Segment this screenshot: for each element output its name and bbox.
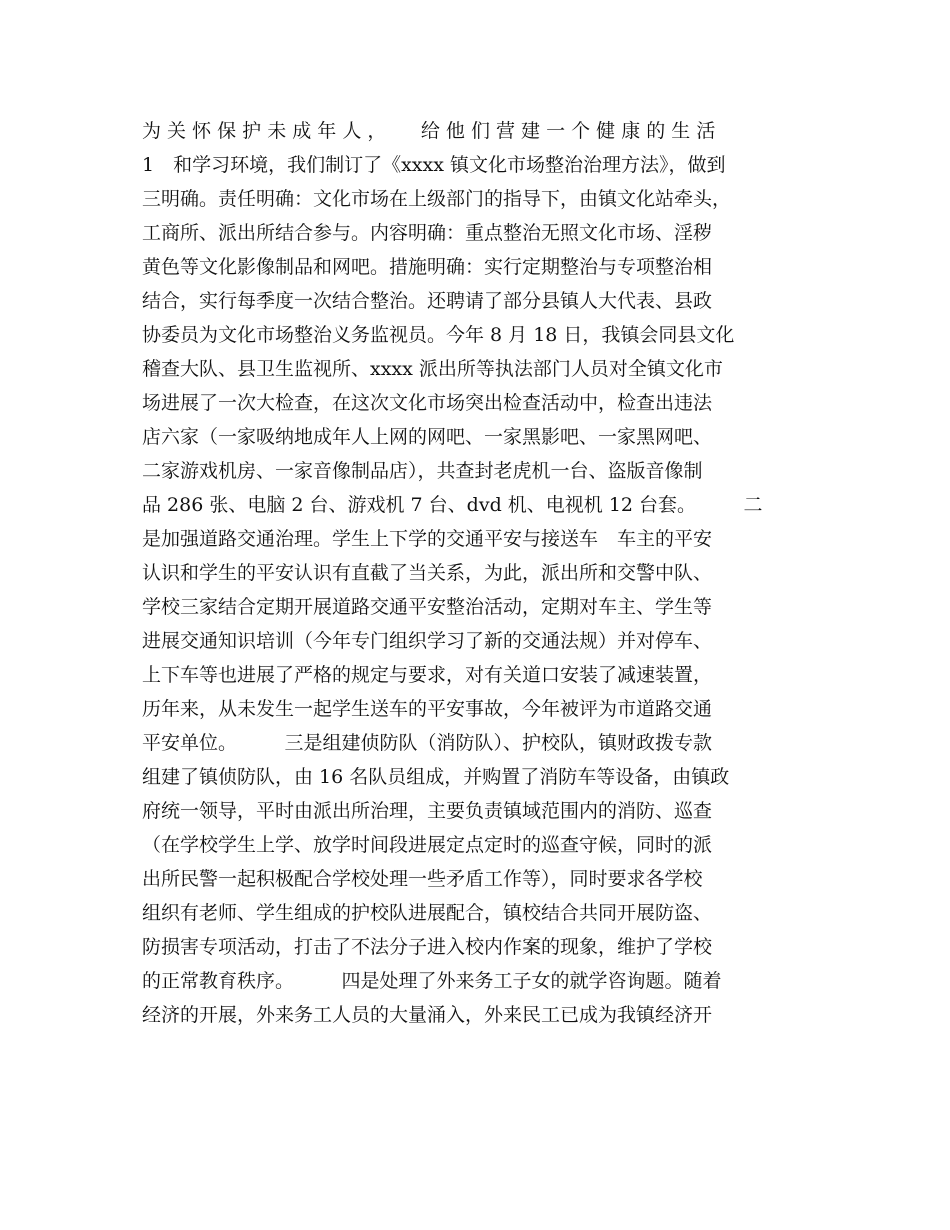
text-line: （在学校学生上学、放学时间段进展定点定时的巡查守候，同时的派 [142, 834, 713, 856]
document-body [142, 114, 814, 1032]
text-line: 的正常教育秩序。 四是处理了外来务工子女的就学咨询题。随着 [142, 970, 722, 992]
text-line: 认识和学生的平安认识有直截了当关系，为此，派出所和交警中队、 [142, 562, 713, 584]
text-line: 防损害专项活动，打击了不法分子进入校内作案的现象，维护了学校 [142, 936, 713, 958]
text-line: 组织有老师、学生组成的护校队进展配合，镇校结合共同开展防盗、 [142, 902, 713, 924]
text-line: 学校三家结合定期开展道路交通平安整治活动，定期对车主、学生等 [142, 596, 713, 618]
text-line: 历年来，从未发生一起学生送车的平安事故，今年被评为市道路交通 [142, 698, 713, 720]
text-line: 出所民警一起积极配合学校处理一些矛盾工作等），同时要求各学校 [142, 868, 703, 890]
text-line: 为 关 怀 保 护 未 成 年 人 ， 给 他 们 营 建 一 个 健 康 的 生 活 [142, 120, 716, 142]
text-line: 结合，实行每季度一次结合整治。还聘请了部分县镇人大代表、县政 [142, 290, 713, 312]
text-line: 经济的开展，外来务工人员的大量涌入，外来民工已成为我镇经济开 [142, 1004, 713, 1026]
text-line: 府统一领导，平时由派出所治理，主要负责镇域范围内的消防、巡查 [142, 800, 713, 822]
text-line: 组建了镇侦防队，由 16 名队员组成，并购置了消防车等设备，由镇政 [142, 766, 730, 788]
text-line: 工商所、派出所结合参与。内容明确：重点整治无照文化市场、淫秽 [142, 222, 713, 244]
text-line: 二家游戏机房、一家音像制品店），共查封老虎机一台、盗版音像制 [142, 460, 703, 482]
text-line: 协委员为文化市场整治义务监视员。今年 8 月 18 日，我镇会同县文化 [142, 324, 735, 346]
text-line: 进展交通知识培训（今年专门组织学习了新的交通法规）并对停车、 [142, 630, 713, 652]
text-line: 品 286 张、电脑 2 台、游戏机 7 台、dvd 机、电视机 12 台套。 二 [142, 494, 763, 516]
text-line: 稽查大队、县卫生监视所、xxxx 派出所等执法部门人员对全镇文化市 [142, 358, 723, 380]
text-line: 黄色等文化影像制品和网吧。措施明确：实行定期整治与专项整治相 [142, 256, 713, 278]
text-line: 场进展了一次大检查，在这次文化市场突出检查活动中，检查出违法 [142, 392, 713, 414]
text-line: 是加强道路交通治理。学生上下学的交通平安与接送车 车主的平安 [142, 528, 713, 550]
text-line: 店六家（一家吸纳地成年人上网的网吧、一家黑影吧、一家黑网吧、 [142, 426, 713, 448]
text-line: 三明确。责任明确：文化市场在上级部门的指导下，由镇文化站牵头， [142, 188, 732, 210]
text-line: 平安单位。 三是组建侦防队（消防队）、护校队，镇财政拨专款 [142, 732, 713, 754]
text-line: 上下车等也进展了严格的规定与要求，对有关道口安装了减速装置， [142, 664, 713, 686]
text-line: 1 和学习环境，我们制订了《xxxx 镇文化市场整治治理方法》，做到 [142, 154, 726, 176]
